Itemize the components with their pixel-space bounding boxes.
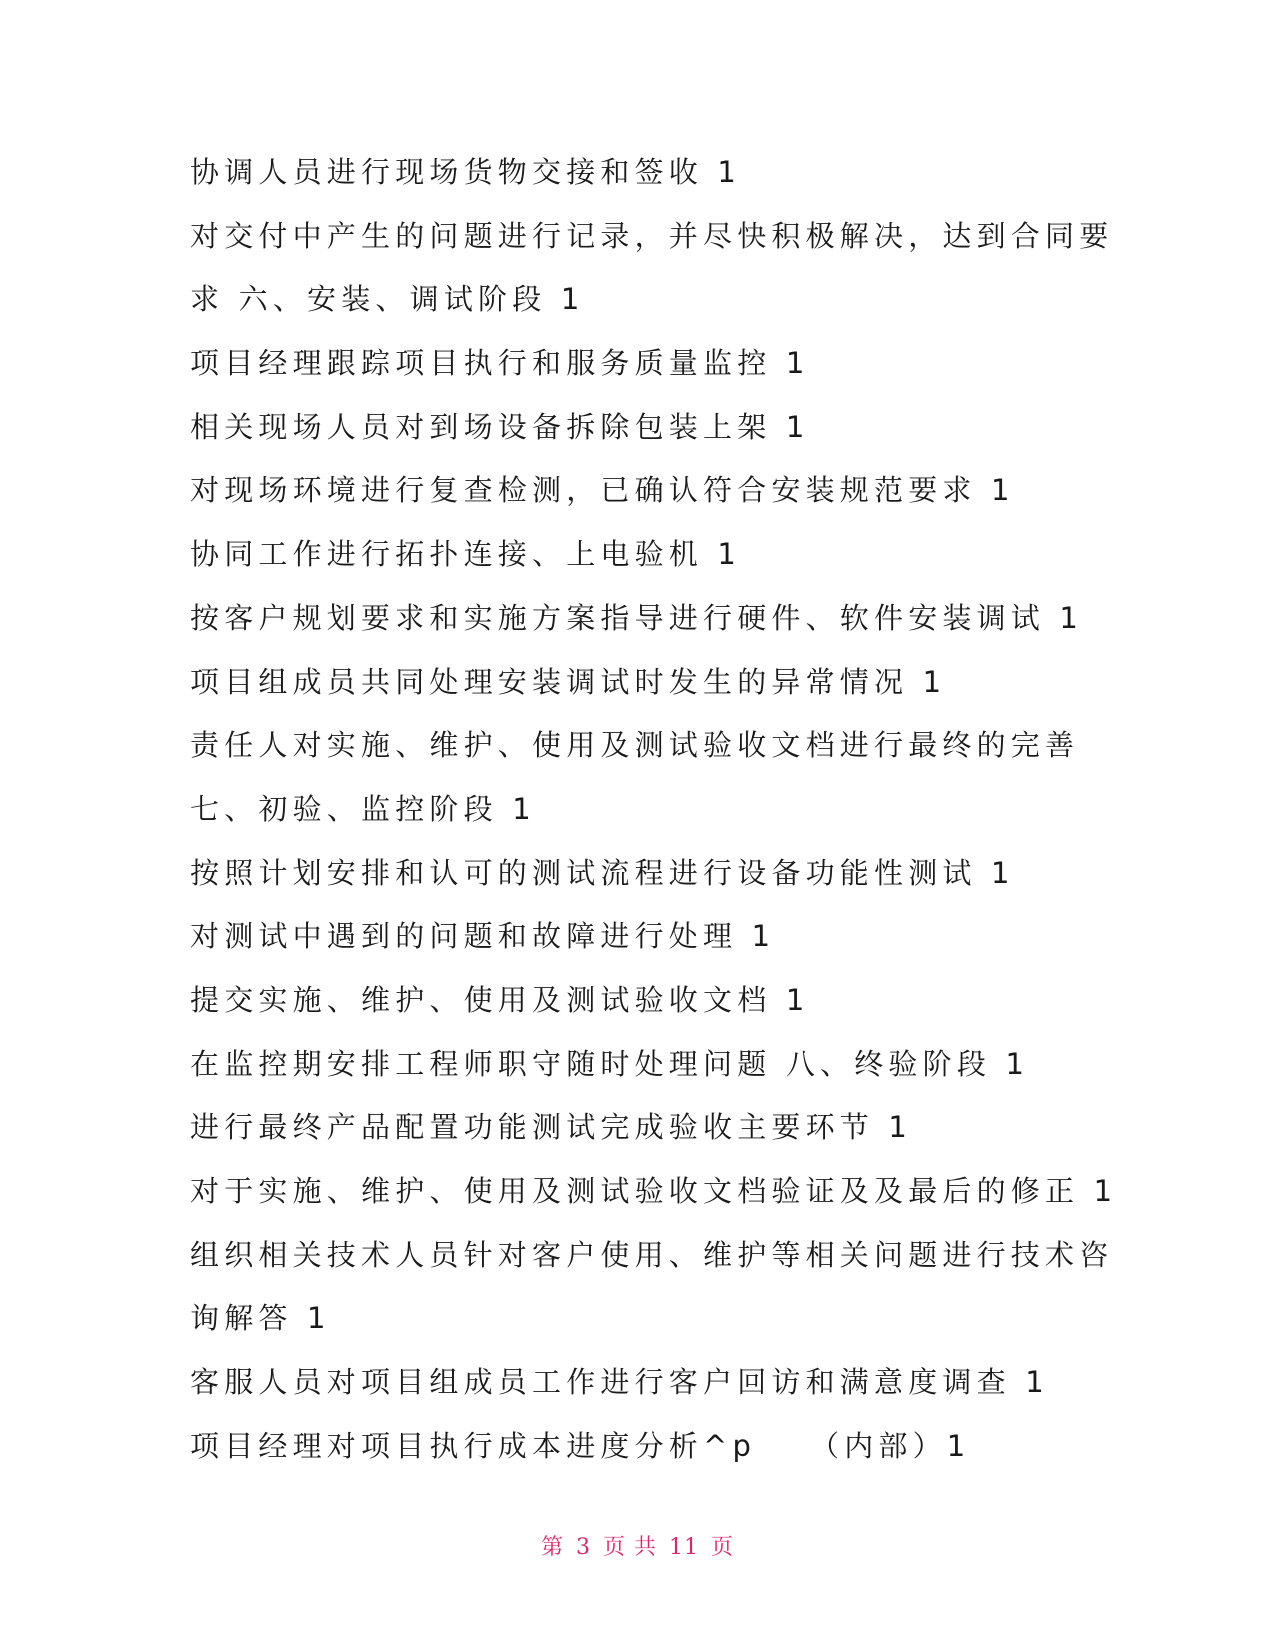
text-line: 客服人员对项目组成员工作进行客户回访和满意度调查 1 — [190, 1365, 1049, 1400]
footer-total-pages: 11 — [669, 1535, 699, 1560]
text-line: 求 六、安装、调试阶段 1 — [190, 282, 585, 317]
text-line: 按照计划安排和认可的测试流程进行设备功能性测试 1 — [190, 855, 1015, 890]
text-line: 在监控期安排工程师职守随时处理问题 八、终验阶段 1 — [190, 1046, 1030, 1081]
text-line: 对交付中产生的问题进行记录，并尽快积极解决，达到合同要 — [190, 218, 1114, 253]
text-line: 对于实施、维护、使用及测试验收文档验证及及最后的修正 1 — [190, 1174, 1118, 1208]
text-line: 组织相关技术人员针对客户使用、维护等相关问题进行技术咨 — [190, 1237, 1114, 1272]
text-line: 项目组成员共同处理安装调试时发生的异常情况 1 — [190, 664, 947, 699]
page-footer — [0, 1530, 1275, 1561]
text-line: 对现场环境进行复查检测，已确认符合安装规范要求 1 — [190, 473, 1015, 508]
footer-current-page: 3 — [576, 1535, 591, 1560]
text-line: 协同工作进行拓扑连接、上电验机 1 — [190, 537, 742, 572]
footer-suffix: 页 — [711, 1535, 735, 1560]
text-line: 协调人员进行现场货物交接和签收 1 — [190, 155, 742, 189]
footer-middle: 页 共 — [603, 1535, 657, 1560]
text-line: 项目经理对项目执行成本进度分析^p （内部）1 — [190, 1428, 971, 1463]
text-line: 询解答 1 — [190, 1301, 331, 1336]
text-line: 七、初验、监控阶段 1 — [190, 791, 536, 826]
text-line: 项目经理跟踪项目执行和服务质量监控 1 — [190, 346, 810, 381]
text-line: 对测试中遇到的问题和故障进行处理 1 — [190, 919, 776, 954]
text-line: 按客户规划要求和实施方案指导进行硬件、软件安装调试 1 — [190, 600, 1084, 635]
document-body — [190, 141, 1118, 1478]
text-line: 提交实施、维护、使用及测试验收文档 1 — [190, 982, 810, 1017]
footer-prefix: 第 — [540, 1535, 564, 1560]
text-line: 进行最终产品配置功能测试完成验收主要环节 1 — [190, 1110, 913, 1145]
text-line: 责任人对实施、维护、使用及测试验收文档进行最终的完善 — [190, 728, 1080, 763]
text-line: 相关现场人员对到场设备拆除包装上架 1 — [190, 409, 810, 444]
